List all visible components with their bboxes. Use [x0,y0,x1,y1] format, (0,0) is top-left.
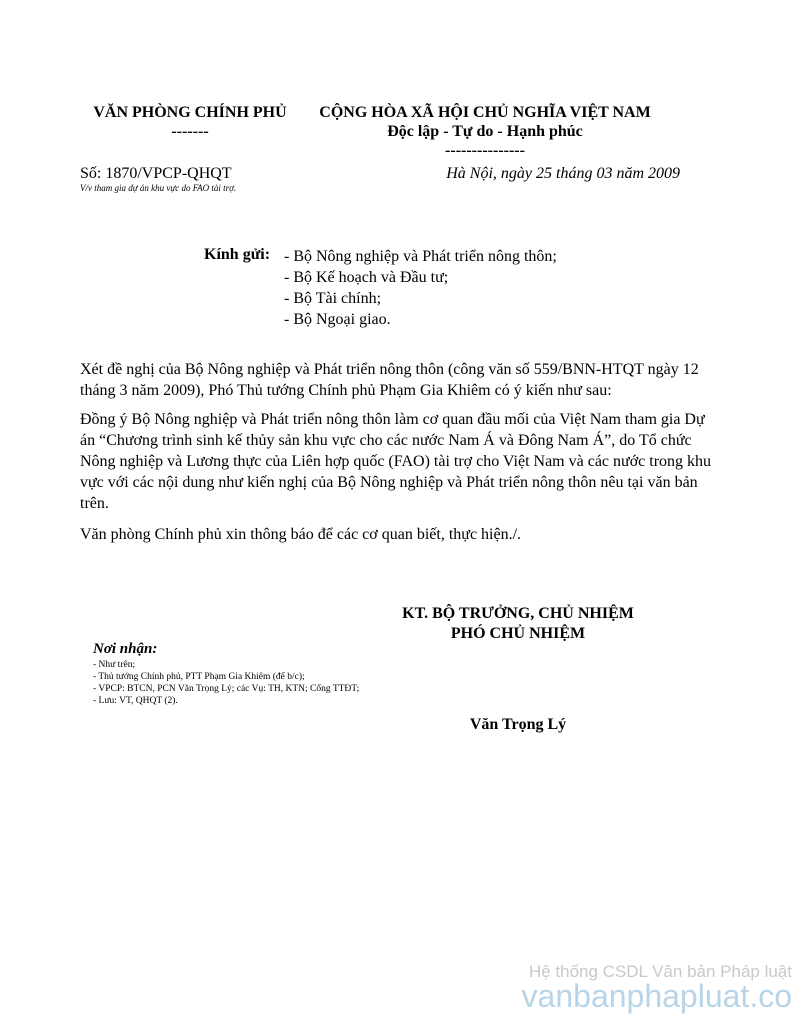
body-paragraph: Văn phòng Chính phủ xin thông báo để các cơ quan biết, thực hiện./. [80,526,522,543]
issuing-agency-block [80,103,300,141]
document-number: Số: 1870/VPCP-QHQT [80,165,232,182]
recipients-list [284,246,557,330]
agency-rule: ------- [171,123,209,140]
body-paragraph: Đồng ý Bộ Nông nghiệp và Phát triển nông thôn làm cơ quan đầu mối của Việt Nam tham gia Dự án “Chương trình sinh kế thủy sản khu vực cho các nước Nam Á và Đông Nam Á”, do Tổ chức Nông nghiệp và Lương thực của Liên hợp quốc (FAO) tài trợ cho Việt Nam và các nước trong khu vực với các nội dung như kiến nghị của Bộ Nông nghiệp và Phát triển nông thôn nêu tại văn bản trên. [80,411,712,512]
country-name: CỘNG HÒA XÃ HỘI CHỦ NGHĨA VIỆT NAM [319,104,651,121]
signer-name: Văn Trọng Lý [469,716,567,733]
signature-block [398,604,638,644]
distribution-item: - Như trên; [93,660,136,670]
distribution-title: Nơi nhận: [93,641,158,657]
recipient-item: - Bộ Nông nghiệp và Phát triển nông thôn; [284,248,557,265]
recipient-item: - Bộ Tài chính; [284,290,382,307]
signature-authority: KT. BỘ TRƯỞNG, CHỦ NHIỆM [402,605,634,622]
dateline: Hà Nội, ngày 25 tháng 03 năm 2009 [446,165,680,182]
motto-rule: --------------- [445,142,525,159]
recipient-item: - Bộ Ngoại giao. [284,311,391,328]
distribution-item: - Lưu: VT, QHQT (2). [93,696,178,706]
distribution-list [93,659,363,707]
distribution-item: - Thủ tướng Chính phủ, PTT Phạm Gia Khiêm (để b/c); [93,672,305,682]
national-title-block [300,103,670,160]
signature-position: PHÓ CHỦ NHIỆM [450,625,586,642]
distribution-item: - VPCP: BTCN, PCN Văn Trọng Lý; các Vụ: TH, KTN; Cổng TTĐT; [93,684,360,694]
recipient-item: - Bộ Kế hoạch và Đầu tư; [284,269,449,286]
agency-name: VĂN PHÒNG CHÍNH PHỦ [93,104,287,121]
recipients-label: Kính gửi: [204,246,271,263]
watermark-site: vanbanphapluat.co [521,978,792,1014]
watermark-caption: Hệ thống CSDL Văn bản Pháp luật [528,962,792,981]
body-paragraph: Xét đề nghị của Bộ Nông nghiệp và Phát triển nông thôn (công văn số 559/BNN-HTQT ngày 12 tháng 3 năm 2009), Phó Thủ tướng Chính phủ Phạm Gia Khiêm có ý kiến như sau: [80,361,699,399]
motto: Độc lập - Tự do - Hạnh phúc [387,123,583,140]
document-subject: V/v tham gia dự án khu vực do FAO tài trợ. [80,183,237,193]
